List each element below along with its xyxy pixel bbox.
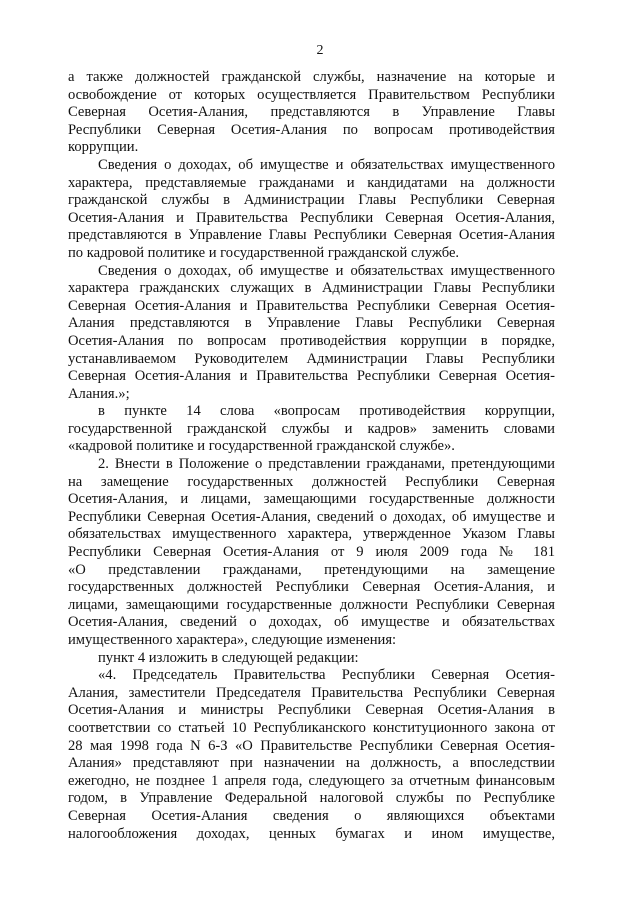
text-line: лицами, замещающими государственные должности Республики Северная	[68, 596, 555, 613]
text-line: а также должностей гражданской службы, назначение на которые и	[68, 69, 555, 85]
text-line: Осетия-Алания и Правительства Республики Северная Осетия-Алания,	[68, 209, 555, 226]
text-line: в пункте 14 слова «вопросам противодействия коррупции,	[98, 403, 555, 420]
text-line: ежегодно, не позднее 1 апреля года, следующего за отчетным финансовым	[68, 772, 555, 789]
text-line: Республики Северная Осетия-Алания, сведений о доходах, об имуществе и	[68, 508, 555, 525]
text-line: 28 мая 1998 года N 6-З «О Правительстве Республики Северная Осетия-	[68, 737, 555, 754]
text-line: обязательствах имущественного характера, утвержденное Указом Главы	[68, 526, 555, 543]
text-line: Алания представляются в Управление Главы Республики Северная	[68, 315, 555, 332]
text-line: «О представлении гражданами, претендующими на замещение	[68, 561, 555, 578]
text-line: Северная Осетия-Алания и Правительства Республики Северная Осетия-	[68, 297, 555, 314]
text-line: Алания.»;	[68, 385, 130, 402]
text-line: «кадровой политике и государственной гражданской службе».	[68, 438, 455, 455]
text-line: государственных должностей Республики Северная Осетия-Алания, и	[68, 579, 555, 596]
text-line: характера, представляемые гражданами и кандидатами на должности	[68, 174, 555, 191]
text-line: Осетия-Алания по вопросам противодействия коррупции в порядке,	[68, 332, 555, 349]
text-line: имущественного характера», следующие изменения:	[68, 632, 397, 648]
text-line: на замещение государственных должностей Республики Северная	[68, 473, 555, 490]
text-line: Осетия-Алания и министры Республики Северная Осетия-Алания в	[68, 702, 555, 719]
text-line: Северная Осетия-Алания и Правительства Республики Северная Осетия-	[68, 368, 555, 385]
text-line: гражданской службы в Администрации Главы Республики Северная	[68, 192, 555, 209]
text-line: Сведения о доходах, об имуществе и обязательствах имущественного	[98, 262, 555, 279]
text-line: «4. Председатель Правительства Республики Северная Осетия-	[98, 667, 555, 684]
text-line: Северная Осетия-Алания, представляются в Управление Главы	[68, 104, 555, 121]
text-line: Алания, заместители Председателя Правительства Республики Северная	[68, 684, 555, 701]
text-line: коррупции.	[68, 139, 139, 156]
text-line: Сведения о доходах, об имуществе и обязательствах имущественного	[98, 156, 555, 173]
text-line: 2. Внести в Положение о представлении гражданами, претендующими	[98, 456, 555, 473]
text-line: государственной гражданской службы и кадров» заменить словами	[68, 420, 555, 437]
text-line: соответствии со статьей 10 Республиканского конституционного закона от	[68, 719, 555, 736]
page-number: 2	[316, 43, 324, 58]
text-line: характера гражданских служащих в Администрации Главы Республики	[68, 280, 555, 297]
text-line: Северная Осетия-Алания сведения о являющихся объектами	[68, 807, 555, 824]
text-line: пункт 4 изложить в следующей редакции:	[98, 649, 359, 666]
document-body	[68, 69, 555, 843]
text-line: Республики Северная Осетия-Алания от 9 июля 2009 года № 181	[68, 544, 555, 561]
text-line: Осетия-Алания, и лицами, замещающими государственные должности	[68, 491, 555, 508]
text-line: освобождение от которых осуществляется Правительством Республики	[68, 86, 555, 103]
text-line: по кадровой политике и государственной гражданской службе.	[68, 244, 460, 261]
text-line: Осетия-Алания, сведений о доходах, об имуществе и обязательствах	[68, 614, 555, 631]
text-line: представляются в Управление Главы Республики Северная Осетия-Алания	[68, 227, 555, 244]
text-line: Республики Северная Осетия-Алания по вопросам противодействия	[68, 121, 555, 138]
text-line: годом, в Управление Федеральной налоговой службы по Республике	[68, 790, 555, 807]
text-line: устанавливаемом Руководителем Администрации Главы Республики	[68, 350, 555, 367]
text-line: налогообложения доходах, ценных бумагах и ином имуществе,	[68, 825, 555, 842]
text-line: Алания» представляют при назначении на должность, а впоследствии	[68, 755, 555, 772]
